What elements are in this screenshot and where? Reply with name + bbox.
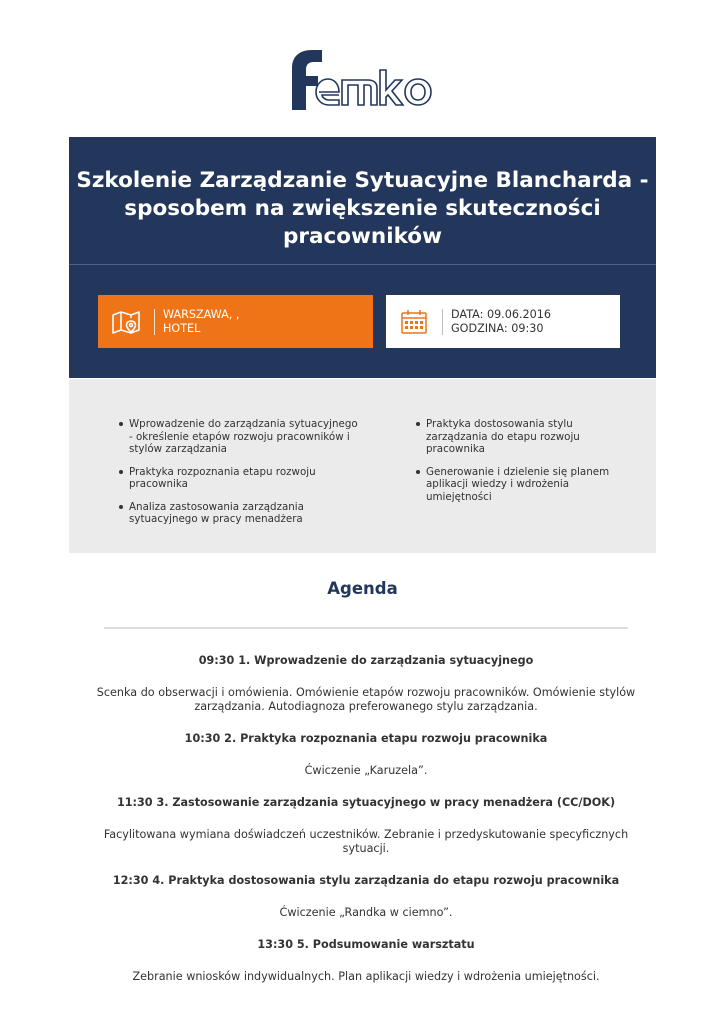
highlights-list-right	[416, 418, 616, 513]
agenda-item-heading: 11:30 3. Zastosowanie zarządzania sytuacyjnego w pracy menadżera (CC/DOK)	[116, 796, 616, 809]
agenda-item-heading: 13:30 5. Podsumowanie warsztatu	[257, 938, 475, 951]
calendar-icon	[386, 295, 442, 348]
description-line: Scenka do obserwacji i omówienia. Omówienie etapów rozwoju pracowników. Omówienie stylów	[96, 686, 636, 699]
agenda-item	[95, 654, 637, 714]
description-line: Facylitowana wymiana doświadczeń uczestników. Zebranie i przedyskutowanie specyficznych	[103, 828, 629, 841]
list-item	[416, 466, 616, 504]
schedule-text	[451, 308, 551, 336]
agenda-item-heading: 12:30 4. Praktyka dostosowania stylu zarządzania do etapu rozwoju pracownika	[112, 874, 620, 887]
list-item-line: Praktyka rozpoznania etapu rozwoju	[129, 465, 316, 478]
list-item-line: Praktyka dostosowania stylu	[426, 418, 573, 430]
list-item-line: stylów zarządzania	[129, 443, 227, 455]
schedule-date: DATA: 09.06.2016	[451, 307, 552, 321]
agenda-item-heading: 10:30 2. Praktyka rozpoznania etapu rozwoju pracownika	[184, 732, 548, 745]
agenda-item-description	[95, 906, 637, 920]
femko-logo	[288, 46, 438, 110]
agenda-list	[95, 654, 637, 1002]
agenda-item	[95, 874, 637, 920]
map-pin-icon	[98, 295, 154, 348]
agenda-divider	[104, 627, 628, 629]
list-item-line: - określenie etapów rozwoju pracowników i	[129, 430, 350, 443]
description-line: zarządzania. Autodiagnoza preferowanego stylu zarządzania.	[194, 700, 538, 713]
location-city: WARSZAWA, ,	[163, 307, 240, 321]
description-line: sytuacji.	[342, 842, 390, 855]
highlights-section	[69, 379, 656, 553]
location-box	[98, 295, 373, 348]
description-line: Ćwiczenie „Karuzela”.	[304, 764, 428, 777]
hero-divider	[69, 264, 656, 265]
list-item-line: pracownika	[129, 478, 188, 490]
agenda-item-heading: 09:30 1. Wprowadzenie do zarządzania sytuacyjnego	[198, 654, 534, 667]
location-venue: HOTEL	[163, 321, 201, 335]
list-item-line: aplikacji wiedzy i wdrożenia	[426, 478, 570, 490]
company-logo	[0, 46, 725, 110]
list-item-line: Generowanie i dzielenie się planem	[426, 465, 610, 478]
title-line: Szkolenie Zarządzanie Sytuacyjne Blancharda -	[76, 168, 649, 193]
agenda-item	[95, 938, 637, 984]
location-text	[163, 308, 239, 336]
schedule-time: GODZINA: 09:30	[451, 321, 544, 335]
agenda-title: Agenda	[327, 579, 398, 598]
agenda-item-description	[95, 828, 637, 856]
description-line: Ćwiczenie „Randka w ciemno”.	[279, 906, 453, 919]
list-item	[119, 501, 351, 526]
separator	[154, 309, 155, 335]
agenda-item	[95, 732, 637, 778]
separator	[442, 309, 443, 335]
highlights-list-left	[119, 418, 358, 536]
list-item-line: zarządzania do etapu rozwoju	[426, 430, 580, 443]
list-item-line: pracownika	[426, 443, 485, 455]
title-line: pracowników	[283, 224, 442, 249]
agenda-item	[95, 796, 637, 856]
hero-banner	[69, 137, 656, 378]
list-item-line: Wprowadzenie do zarządzania sytuacyjnego	[129, 418, 358, 430]
agenda-item-description	[95, 686, 637, 714]
page-title	[69, 167, 656, 251]
list-item	[119, 466, 351, 491]
agenda-item-description	[95, 970, 637, 984]
list-item-line: sytuacyjnego w pracy menadżera	[129, 513, 303, 525]
schedule-box	[386, 295, 620, 348]
description-line: Zebranie wniosków indywidualnych. Plan aplikacji wiedzy i wdrożenia umiejętności.	[132, 970, 600, 983]
list-item-line: Analiza zastosowania zarządzania	[129, 500, 304, 513]
list-item	[119, 418, 358, 456]
title-line: sposobem na zwiększenie skuteczności	[124, 196, 601, 221]
list-item	[416, 418, 616, 456]
agenda-item-description	[95, 764, 637, 778]
list-item-line: umiejętności	[426, 490, 492, 503]
